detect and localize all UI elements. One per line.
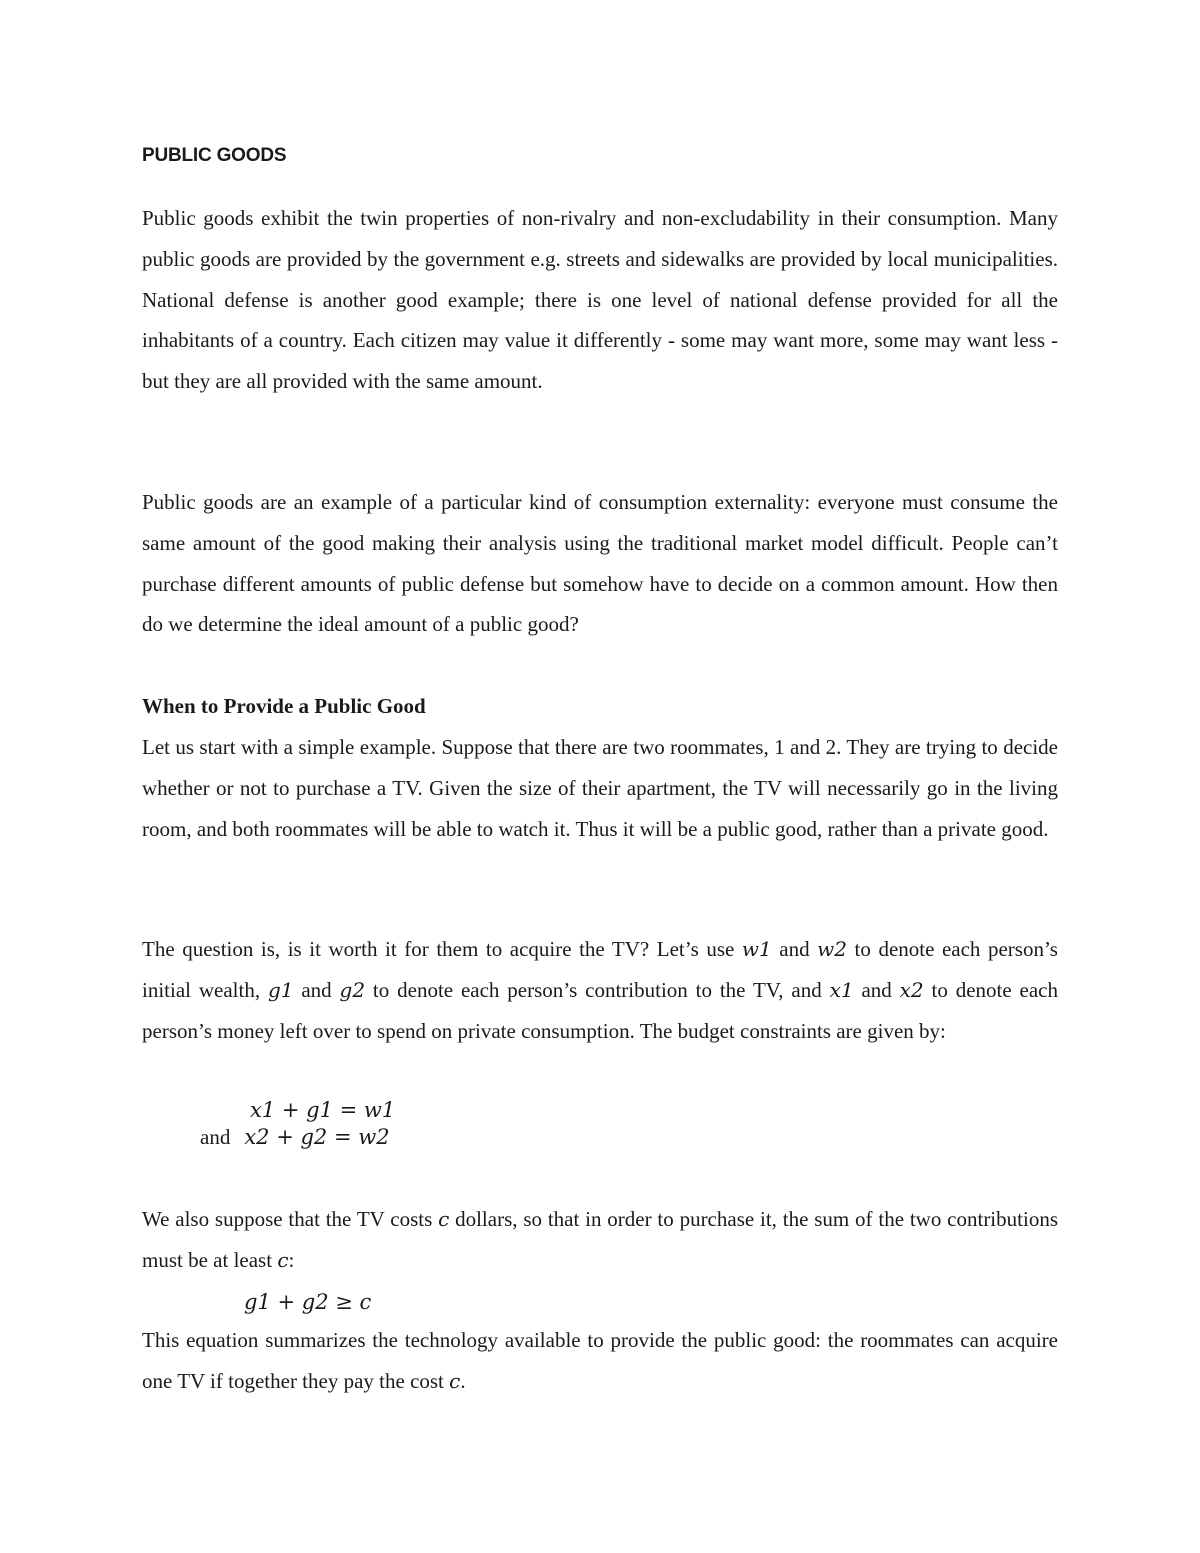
text-span: We also suppose that the TV costs	[142, 1207, 439, 1231]
math-symbol: x2	[899, 977, 924, 1002]
paragraph-externality: Public goods are an example of a particular kind of consumption externality: everyone must consume the same amount of the good making their analysis using the traditional market model difficult. People can’t purchase different amounts of public defense but somehow have to decide on a common amount. How then do we determine the ideal amount of a public good?	[142, 490, 1058, 637]
math-symbol: g1	[267, 977, 294, 1002]
text-span: and	[853, 977, 900, 1002]
text-span: to denote each person’s money left over to spend on private consumption. The budget constraints are given by:	[142, 977, 1058, 1043]
text-span: :	[288, 1247, 295, 1272]
text-span: and	[771, 937, 818, 961]
math-symbol: c	[438, 1207, 450, 1231]
equation-budget-2	[200, 1125, 390, 1150]
paragraph-example: Let us start with a simple example. Suppose that there are two roommates, 1 and 2. They are trying to decide whether or not to purchase a TV. Given the size of their apartment, the TV will necessarily go in the living room, and both roommates will be able to watch it. Thus it will be a public good, rather than a private good.	[142, 735, 1058, 841]
text-span: .	[460, 1368, 466, 1393]
text-span: and	[293, 977, 340, 1002]
math-symbol: w1	[741, 937, 772, 961]
equation-text: g1 + g2 ≥ c	[244, 1290, 372, 1314]
equation-text: x2 + g2 = w2	[244, 1125, 390, 1149]
math-symbol: c	[449, 1368, 461, 1393]
paragraph-intro: Public goods exhibit the twin properties of non-rivalry and non-excludability in their consumption. Many public goods are provided by the government e.g. streets and sidewalks are provided by local municipalities. National defense is another good example; there is one level of national defense provided for all the inhabitants of a country. Each citizen may value it differently - some may want more, some may want less - but they are all provided with the same amount.	[142, 206, 1058, 394]
equation-cost-constraint	[244, 1290, 371, 1315]
text-span: to denote each person’s contribution to the TV, and	[365, 977, 830, 1002]
math-symbol: w2	[817, 937, 847, 961]
paragraph-cost	[142, 1199, 1058, 1281]
text-span: to denote each person’s initial wealth,	[142, 937, 1058, 1002]
text-span: This equation summarizes the technology available to provide the public good: the roommates can acquire one TV if together they pay the cost	[142, 1328, 1058, 1393]
text-span: dollars, so that in order to purchase it, the sum of the two contributions must be at least	[142, 1207, 1058, 1272]
equation-text: x1 + g1 = w1	[250, 1098, 396, 1122]
math-symbol: x1	[829, 977, 854, 1002]
text-span: The question is, is it worth it for them to acquire the TV? Let’s use	[142, 937, 742, 961]
math-symbol: c	[277, 1247, 289, 1272]
paragraph-technology	[142, 1320, 1058, 1402]
paragraph-question	[142, 929, 1058, 1051]
math-symbol: g2	[339, 977, 366, 1002]
document-title: PUBLIC GOODS	[142, 145, 287, 166]
equation-conjunction: and	[200, 1125, 231, 1149]
section-heading: When to Provide a Public Good	[142, 694, 426, 718]
equation-budget-1	[250, 1098, 395, 1123]
